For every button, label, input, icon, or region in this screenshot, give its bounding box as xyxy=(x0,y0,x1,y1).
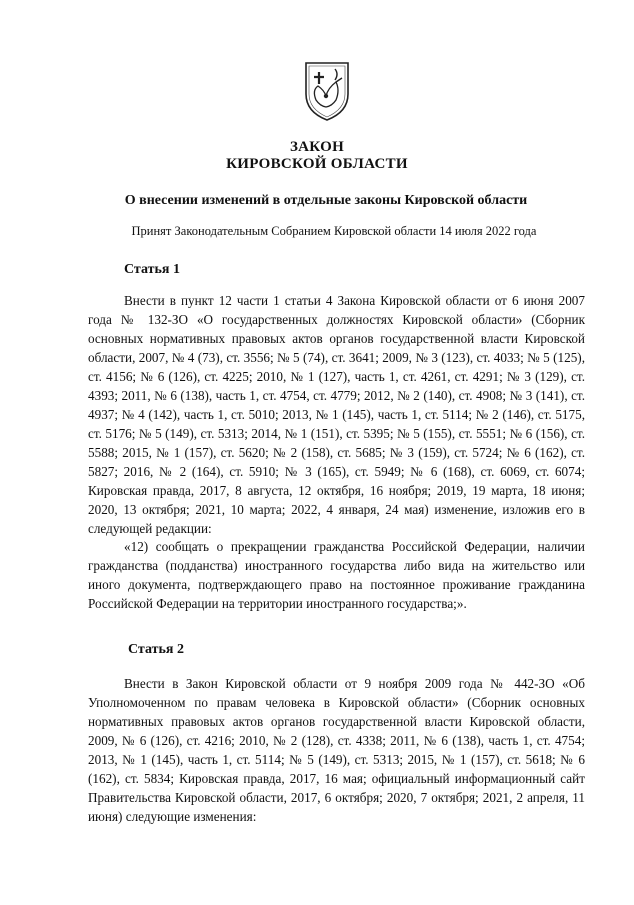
article-2-heading: Статья 2 xyxy=(128,642,184,657)
kirov-coat-of-arms-icon xyxy=(302,60,352,122)
article-1-quote: «12) сообщать о прекращении гражданства Российской Федерации, наличии гражданства (подданства) иностранного государства либо вида на жительство или иного документа, подтверждающего право на постоянное проживание гражданина Российской Федерации на территории иностранного государства;». xyxy=(88,539,585,611)
article-1-paragraph: Внести в пункт 12 части 1 статьи 4 Закона Кировской области от 6 июня 2007 года № 132-ЗО «О государственных должностях Кировской области» (Сборник основных нормативных правовых актов органов государственной власти Кировской области, 2007, № 4 (73), ст. 3556; № 5 (74), ст. 3641; 2009, № 3 (123), ст. 4033; № 5 (125), ст. 4156; № 6 (126), ст. 4225; 2010, № 1 (127), часть 1, ст. 4261, ст. 4291; № 3 (129), ст. 4393; 2011, № 6 (138), часть 1, ст. 4754, ст. 4779; 2012, № 2 (140), ст. 4908; № 3 (141), ст. 4937; № 4 (142), часть 1, ст. 5010; 2013, № 1 (145), часть 1, ст. 5114; № 2 (146), ст. 5175, ст. 5176; № 5 (149), ст. 5313; 2014, № 1 (151), ст. 5395; № 5 (155), ст. 5551; № 6 (156), ст. 5588; 2015, № 1 (157), ст. 5620; № 2 (158), ст. 5685; № 3 (159), ст. 5724; № 6 (162), ст. 5827; 2016, № 2 (164), ст. 5910; № 3 (165), ст. 5949; № 6 (168), ст. 6069, ст. 6074; Кировская правда, 2017, 8 августа, 12 октября, 16 ноября; 2019, 19 марта, 18 июня; 2020, 13 октября; 2021, 10 марта; 2022, 4 января, 24 мая) изменение, изложив его в следующей редакции: xyxy=(88,293,585,536)
law-title: ЗАКОН xyxy=(289,139,345,155)
adoption-note: Принят Законодательным Собранием Кировской области 14 июля 2022 года xyxy=(131,224,537,238)
law-subtitle: О внесении изменений в отдельные законы Кировской области xyxy=(124,193,528,208)
article-1-heading: Статья 1 xyxy=(124,262,180,277)
article-2-paragraph: Внести в Закон Кировской области от 9 ноября 2009 года № 442-ЗО «Об Уполномоченном по правам человека в Кировской области» (Сборник основных нормативных правовых актов органов государственной власти Кировской области, 2009, № 6 (126), ст. 4216; 2010, № 2 (128), ст. 4338; 2011, № 6 (138), часть 1, ст. 4754; 2013, № 1 (145), часть 1, ст. 5114; № 5 (149), ст. 5313; 2015, № 1 (157), ст. 5618; № 6 (162), ст. 5834; Кировская правда, 2017, 16 мая; официальный информационный сайт Правительства Кировской области, 2017, 6 октября; 2020, 7 октября; 2021, 2 апреля, 11 июня) следующие изменения: xyxy=(88,676,585,824)
region-title: КИРОВСКОЙ ОБЛАСТИ xyxy=(226,156,408,172)
